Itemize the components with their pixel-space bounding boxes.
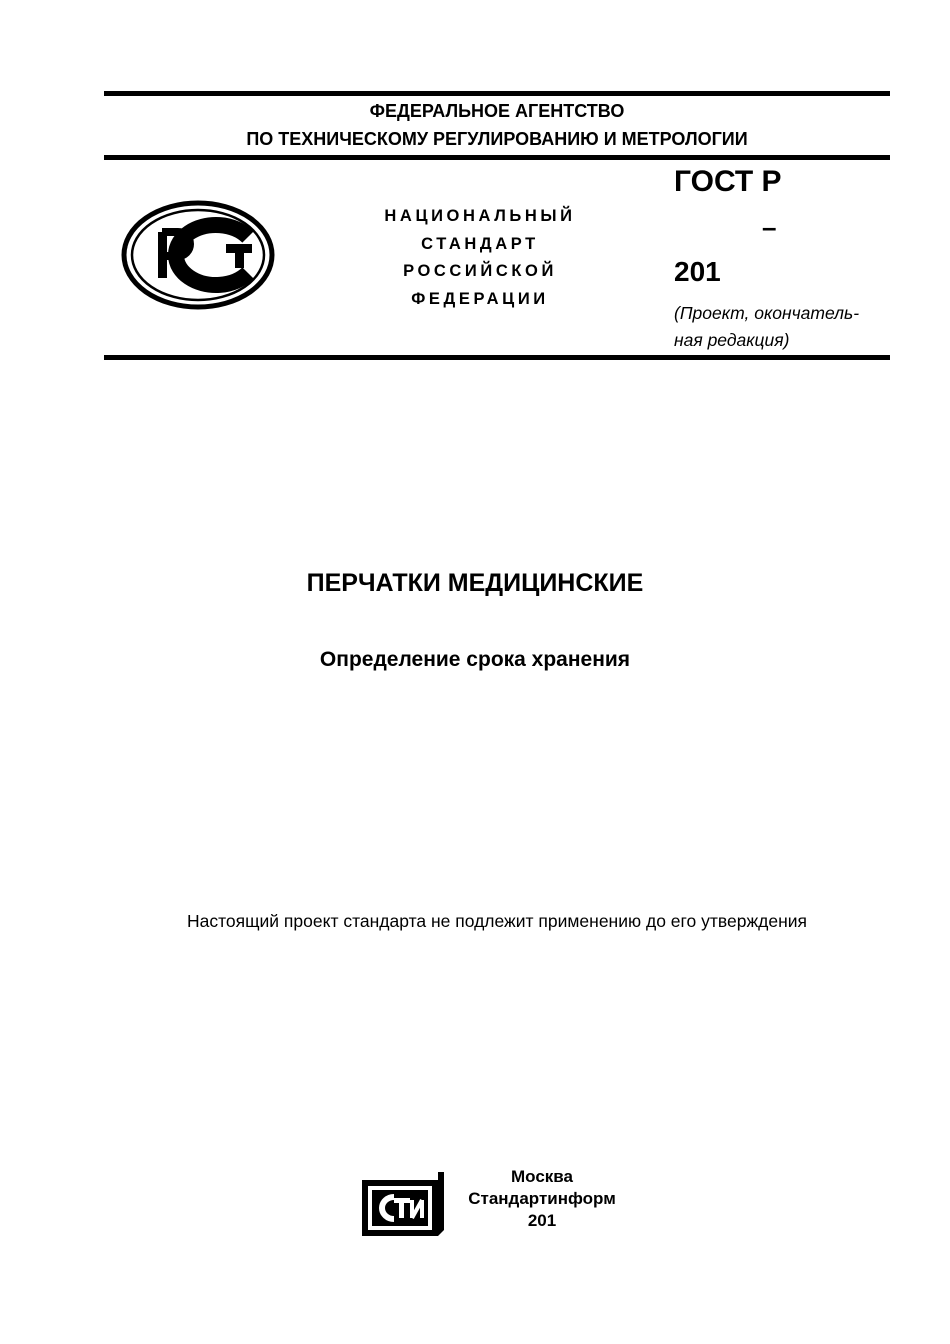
publisher-block bbox=[452, 1166, 632, 1232]
rst-logo bbox=[120, 199, 276, 311]
gost-draft-note bbox=[674, 300, 894, 354]
agency-header bbox=[104, 97, 890, 153]
rst-certification-mark-icon bbox=[120, 199, 276, 311]
publisher-year: 201 bbox=[527, 1211, 557, 1230]
gost-note-line-1: (Проект, окончатель- bbox=[674, 303, 860, 323]
top-rule bbox=[104, 91, 890, 96]
gost-note-line-2: ная редакция) bbox=[674, 330, 790, 350]
agency-line-2: ПО ТЕХНИЧЕСКОМУ РЕГУЛИРОВАНИЮ И МЕТРОЛОГИИ bbox=[246, 129, 748, 149]
gost-year: 201 bbox=[674, 256, 721, 287]
standartinform-logo-icon bbox=[360, 1170, 446, 1238]
national-standard-line-1: НАЦИОНАЛЬНЫЙ bbox=[384, 207, 576, 225]
gost-dash: – bbox=[762, 212, 777, 242]
draft-notice: Настоящий проект стандарта не подлежит применению до его утверждения bbox=[186, 911, 808, 931]
publisher-city: Москва bbox=[511, 1167, 573, 1186]
publisher-logo bbox=[360, 1170, 446, 1238]
bottom-header-rule bbox=[104, 355, 890, 360]
national-standard-line-4: ФЕДЕРАЦИИ bbox=[411, 289, 549, 308]
document-subtitle: Определение срока хранения bbox=[319, 648, 631, 671]
national-standard-line-3: РОССИЙСКОЙ bbox=[403, 262, 557, 280]
agency-line-1: ФЕДЕРАЛЬНОЕ АГЕНТСТВО bbox=[369, 101, 625, 121]
national-standard-block bbox=[360, 203, 600, 313]
national-standard-line-2: СТАНДАРТ bbox=[421, 234, 539, 253]
gost-title: ГОСТ Р bbox=[674, 165, 782, 198]
header-divider bbox=[104, 155, 890, 160]
publisher-name: Стандартинформ bbox=[468, 1189, 616, 1208]
document-title: ПЕРЧАТКИ МЕДИЦИНСКИЕ bbox=[306, 569, 644, 597]
